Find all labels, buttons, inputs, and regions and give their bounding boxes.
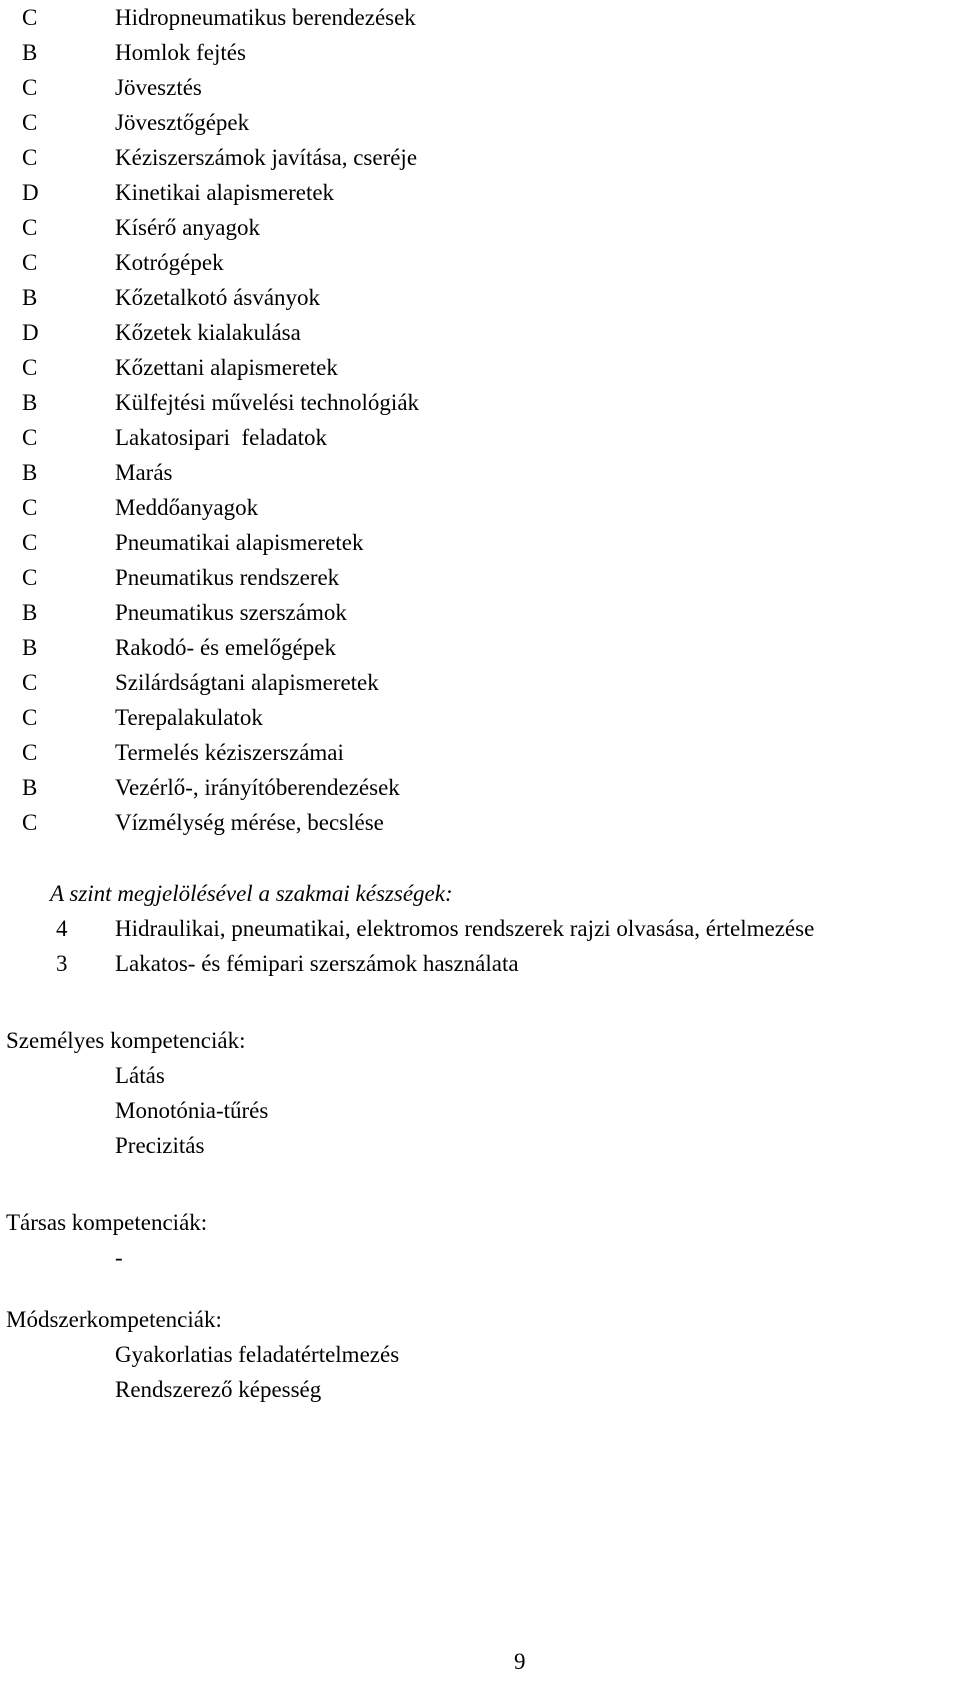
level-letter: C (22, 145, 38, 170)
level-letter: C (22, 110, 38, 135)
topic-label: Külfejtési művelési technológiák (115, 390, 420, 415)
level-letter: D (22, 320, 39, 345)
level-letter: C (22, 250, 38, 275)
level-letter: C (22, 425, 38, 450)
skill-level: 3 (56, 951, 68, 976)
topic-label: Lakatosipari feladatok (115, 425, 328, 450)
topic-label: Jövesztés (115, 75, 202, 100)
level-letter: B (22, 775, 38, 800)
level-letter: B (22, 460, 38, 485)
level-letter: C (22, 5, 38, 30)
method-competency-item: Gyakorlatias feladatértelmezés (115, 1342, 400, 1367)
topic-label: Kőzettani alapismeretek (115, 355, 338, 380)
level-letter: D (22, 180, 39, 205)
level-letter: C (22, 670, 38, 695)
page-number: 9 (514, 1649, 526, 1674)
level-letter: C (22, 565, 38, 590)
topic-label: Homlok fejtés (115, 40, 246, 65)
topic-label: Kéziszerszámok javítása, cseréje (115, 145, 418, 170)
level-letter: B (22, 635, 38, 660)
level-letter: C (22, 215, 38, 240)
topic-label: Kőzetalkotó ásványok (115, 285, 321, 310)
personal-competency-item: Látás (115, 1063, 165, 1088)
method-competency-item: Rendszerező képesség (115, 1377, 322, 1402)
skill-level: 4 (56, 916, 68, 941)
topic-label: Szilárdságtani alapismeretek (115, 670, 379, 695)
personal-competency-item: Monotónia-tűrés (115, 1098, 269, 1123)
topic-label: Vezérlő-, irányítóberendezések (115, 775, 400, 800)
topic-label: Kinetikai alapismeretek (115, 180, 335, 205)
topic-label: Meddőanyagok (115, 495, 259, 520)
topic-label: Termelés kéziszerszámai (115, 740, 344, 765)
topic-label: Kőzetek kialakulása (115, 320, 301, 345)
social-competencies-heading: Társas kompetenciák: (6, 1210, 208, 1235)
level-letter: B (22, 40, 38, 65)
topic-label: Pneumatikai alapismeretek (115, 530, 364, 555)
topic-label: Kísérő anyagok (115, 215, 260, 240)
skill-text: Hidraulikai, pneumatikai, elektromos rendszerek rajzi olvasása, értelmezése (115, 916, 815, 941)
topic-label: Rakodó- és emelőgépek (115, 635, 336, 660)
skills-heading: A szint megjelölésével a szakmai készségek: (50, 881, 453, 906)
level-letter: C (22, 75, 38, 100)
level-letter: C (22, 740, 38, 765)
level-letter: B (22, 390, 38, 415)
personal-competencies-heading: Személyes kompetenciák: (6, 1028, 246, 1053)
topic-label: Terepalakulatok (115, 705, 263, 730)
skill-text: Lakatos- és fémipari szerszámok használata (115, 951, 519, 976)
topic-label: Kotrógépek (115, 250, 224, 275)
method-competencies-heading: Módszerkompetenciák: (6, 1307, 222, 1332)
topic-label: Vízmélység mérése, becslése (115, 810, 384, 835)
level-letter: B (22, 285, 38, 310)
level-letter: B (22, 600, 38, 625)
topic-label: Marás (115, 460, 173, 485)
level-letter: C (22, 495, 38, 520)
social-competency-item: - (115, 1245, 123, 1270)
level-letter: C (22, 530, 38, 555)
level-letter: C (22, 810, 38, 835)
topic-label: Jövesztőgépek (115, 110, 250, 135)
topic-label: Pneumatikus szerszámok (115, 600, 347, 625)
level-letter: C (22, 705, 38, 730)
personal-competency-item: Precizitás (115, 1133, 205, 1158)
topic-label: Pneumatikus rendszerek (115, 565, 340, 590)
level-letter: C (22, 355, 38, 380)
topic-label: Hidropneumatikus berendezések (115, 5, 416, 30)
